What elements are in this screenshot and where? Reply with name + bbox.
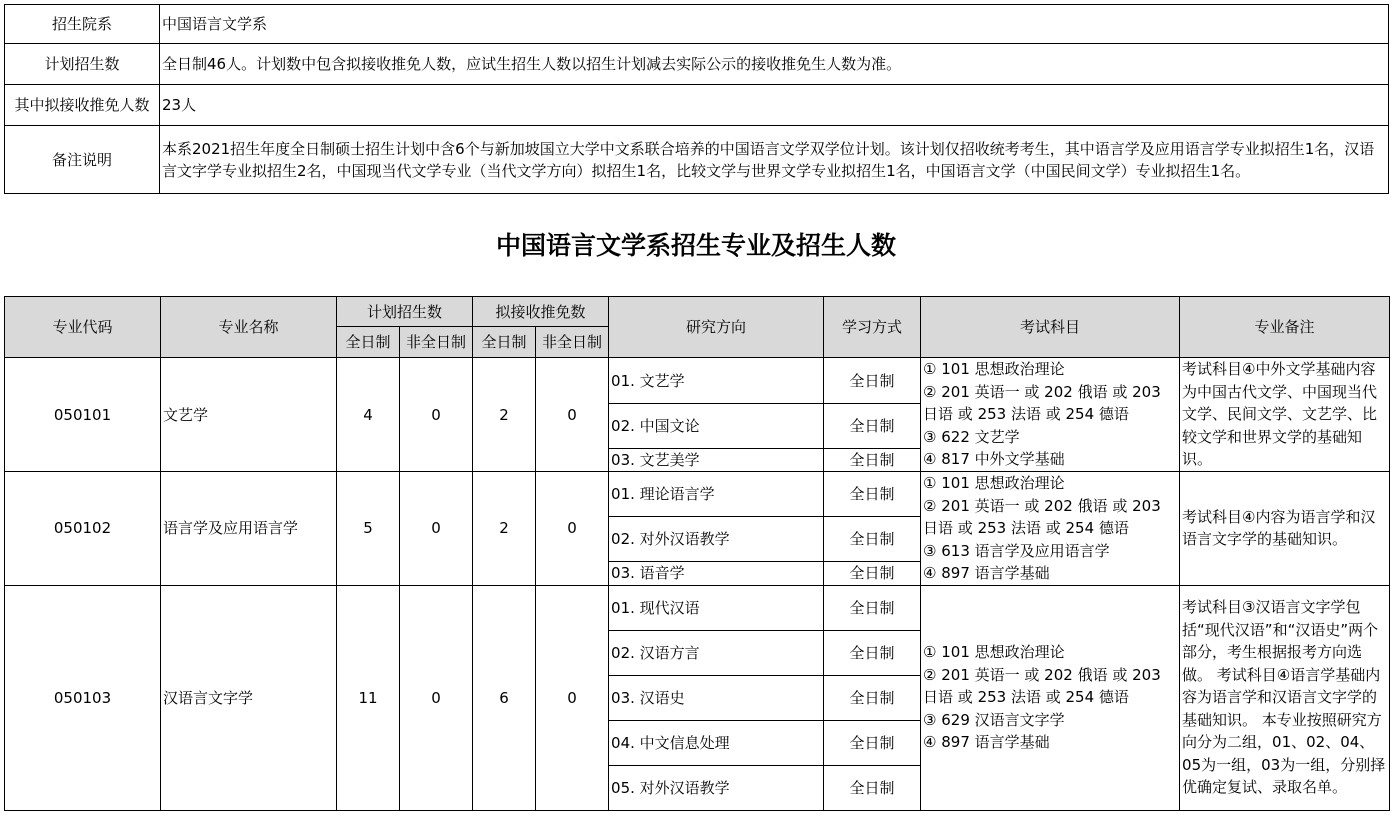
exempt-part-count: 0 (536, 472, 609, 586)
study-mode: 全日制 (824, 472, 921, 517)
header-code: 专业代码 (5, 297, 161, 358)
exam-subject: ② 201 英语一 或 202 俄语 或 203 (923, 382, 1161, 401)
study-mode: 全日制 (824, 449, 921, 472)
study-mode: 全日制 (824, 630, 921, 675)
header-exempt-full: 全日制 (473, 327, 536, 358)
exempt-full-count: 2 (473, 472, 536, 586)
study-mode: 全日制 (824, 404, 921, 449)
study-mode: 全日制 (824, 358, 921, 404)
admission-info-table (4, 4, 1389, 194)
header-mode: 学习方式 (824, 297, 921, 358)
section-title: 中国语言文学系招生专业及招生人数 (495, 231, 896, 260)
header-name: 专业名称 (161, 297, 337, 358)
info-row-plan (5, 44, 1389, 85)
study-mode: 全日制 (824, 517, 921, 562)
major-note-text: 考试科目④中外文学基础内容为中国古代文学、中国现当代文学、民间文学、文艺学、比较文学和世界文学的基础知识。 (1182, 360, 1378, 469)
research-direction: 03. 汉语史 (609, 675, 824, 720)
major-code: 050102 (5, 472, 161, 586)
info-row-exempt (5, 85, 1389, 126)
exam-subject: 日语 或 253 法语 或 254 德语 (923, 519, 1129, 537)
header-exempt: 拟接收推免数 (473, 297, 609, 327)
header-notes: 专业备注 (1180, 297, 1390, 358)
plan-full-count: 11 (337, 585, 400, 810)
major-code: 050103 (5, 585, 161, 810)
exam-subject: ④ 897 语言学基础 (923, 564, 1050, 582)
major-name: 语言学及应用语言学 (161, 472, 337, 586)
study-mode: 全日制 (824, 765, 921, 810)
info-row-department (5, 5, 1389, 44)
header-plan-part: 非全日制 (400, 327, 473, 358)
plan-full-count: 5 (337, 472, 400, 586)
header-subjects: 考试科目 (921, 297, 1180, 358)
info-key: 备注说明 (5, 126, 160, 194)
plan-full-count: 4 (337, 358, 400, 472)
exam-subject: 日语 或 253 法语 或 254 德语 (923, 688, 1129, 707)
exempt-full-count: 2 (473, 358, 536, 472)
info-value: 本系2021招生年度全日制硕士招生计划中含6个与新加坡国立大学中文系联合培养的中国语言文学双学位计划。该计划仅招收统考考生，其中语言学及应用语言学专业拟招生1名，汉语言文字学专业拟招生2名，中国现当代文学专业（当代文学方向）拟招生1名，比较文学与世界文学专业拟招生1名，中国语言文学（中国民间文学）专业拟招生1名。 (160, 126, 1389, 194)
info-value: 中国语言文学系 (160, 5, 1389, 44)
exam-subject: ③ 622 文艺学 (923, 427, 1020, 446)
exempt-part-count: 0 (536, 358, 609, 472)
exam-subject: ① 101 思想政治理论 (923, 360, 1065, 379)
research-direction: 03. 语音学 (609, 562, 824, 585)
exam-subject: 日语 或 253 法语 或 254 德语 (923, 405, 1129, 424)
study-mode: 全日制 (824, 562, 921, 585)
research-direction: 02. 对外汉语教学 (609, 517, 824, 562)
header-plan: 计划招生数 (337, 297, 473, 327)
exam-subject: ① 101 思想政治理论 (923, 474, 1065, 492)
exam-subject: ③ 613 语言学及应用语言学 (923, 541, 1110, 560)
info-value: 23人 (160, 85, 1389, 126)
exempt-part-count: 0 (536, 585, 609, 810)
exam-subject: ② 201 英语一 或 202 俄语 或 203 (923, 665, 1161, 684)
plan-part-count: 0 (400, 472, 473, 586)
header-exempt-part: 非全日制 (536, 327, 609, 358)
major-note (1180, 585, 1390, 810)
info-value: 全日制46人。计划数中包含拟接收推免人数，应试生招生人数以招生计划减去实际公示的接收推免生人数为准。 (160, 44, 1389, 85)
major-name: 文艺学 (161, 358, 337, 472)
info-row-remarks (5, 126, 1389, 194)
research-direction: 02. 汉语方言 (609, 630, 824, 675)
major-note-text: 考试科目④内容为语言学和汉语言文字学的基础知识。 (1182, 507, 1376, 549)
info-key: 其中拟接收推免人数 (5, 85, 160, 126)
exam-subject: ② 201 英语一 或 202 俄语 或 203 (923, 496, 1161, 515)
research-direction: 01. 文艺学 (609, 358, 824, 404)
plan-part-count: 0 (400, 358, 473, 472)
major-note (1180, 358, 1390, 472)
info-key: 招生院系 (5, 5, 160, 44)
major-note (1180, 472, 1390, 586)
research-direction: 04. 中文信息处理 (609, 720, 824, 765)
exempt-full-count: 6 (473, 585, 536, 810)
table-row (5, 358, 1390, 404)
header-direction: 研究方向 (609, 297, 824, 358)
exam-subject: ④ 817 中外文学基础 (923, 450, 1065, 469)
header-row (5, 297, 1390, 327)
exam-subjects (921, 472, 1180, 586)
major-note-text: 考试科目③汉语言文字学包括“现代汉语”和“汉语史”两个部分，考生根据报考方向选做。 考试科目④语言学基础内容为语言学和汉语言文字学的基础知识。 本专业按照研究方向分为二组，01、02、04、05为一组，03为一组，分别择优确定复试、录取名单。 (1182, 598, 1386, 797)
info-key: 计划招生数 (5, 44, 160, 85)
study-mode: 全日制 (824, 585, 921, 630)
research-direction: 01. 现代汉语 (609, 585, 824, 630)
exam-subjects (921, 585, 1180, 810)
table-row (5, 585, 1390, 630)
table-row (5, 472, 1390, 517)
plan-part-count: 0 (400, 585, 473, 810)
research-direction: 05. 对外汉语教学 (609, 765, 824, 810)
exam-subject: ① 101 思想政治理论 (923, 643, 1065, 662)
major-name: 汉语言文字学 (161, 585, 337, 810)
research-direction: 02. 中国文论 (609, 404, 824, 449)
exam-subject: ④ 897 语言学基础 (923, 733, 1050, 752)
research-direction: 01. 理论语言学 (609, 472, 824, 517)
exam-subjects (921, 358, 1180, 472)
study-mode: 全日制 (824, 675, 921, 720)
exam-subject: ③ 629 汉语言文字学 (923, 710, 1065, 729)
study-mode: 全日制 (824, 720, 921, 765)
research-direction: 03. 文艺美学 (609, 449, 824, 472)
header-plan-full: 全日制 (337, 327, 400, 358)
majors-table (4, 296, 1390, 811)
major-code: 050101 (5, 358, 161, 472)
